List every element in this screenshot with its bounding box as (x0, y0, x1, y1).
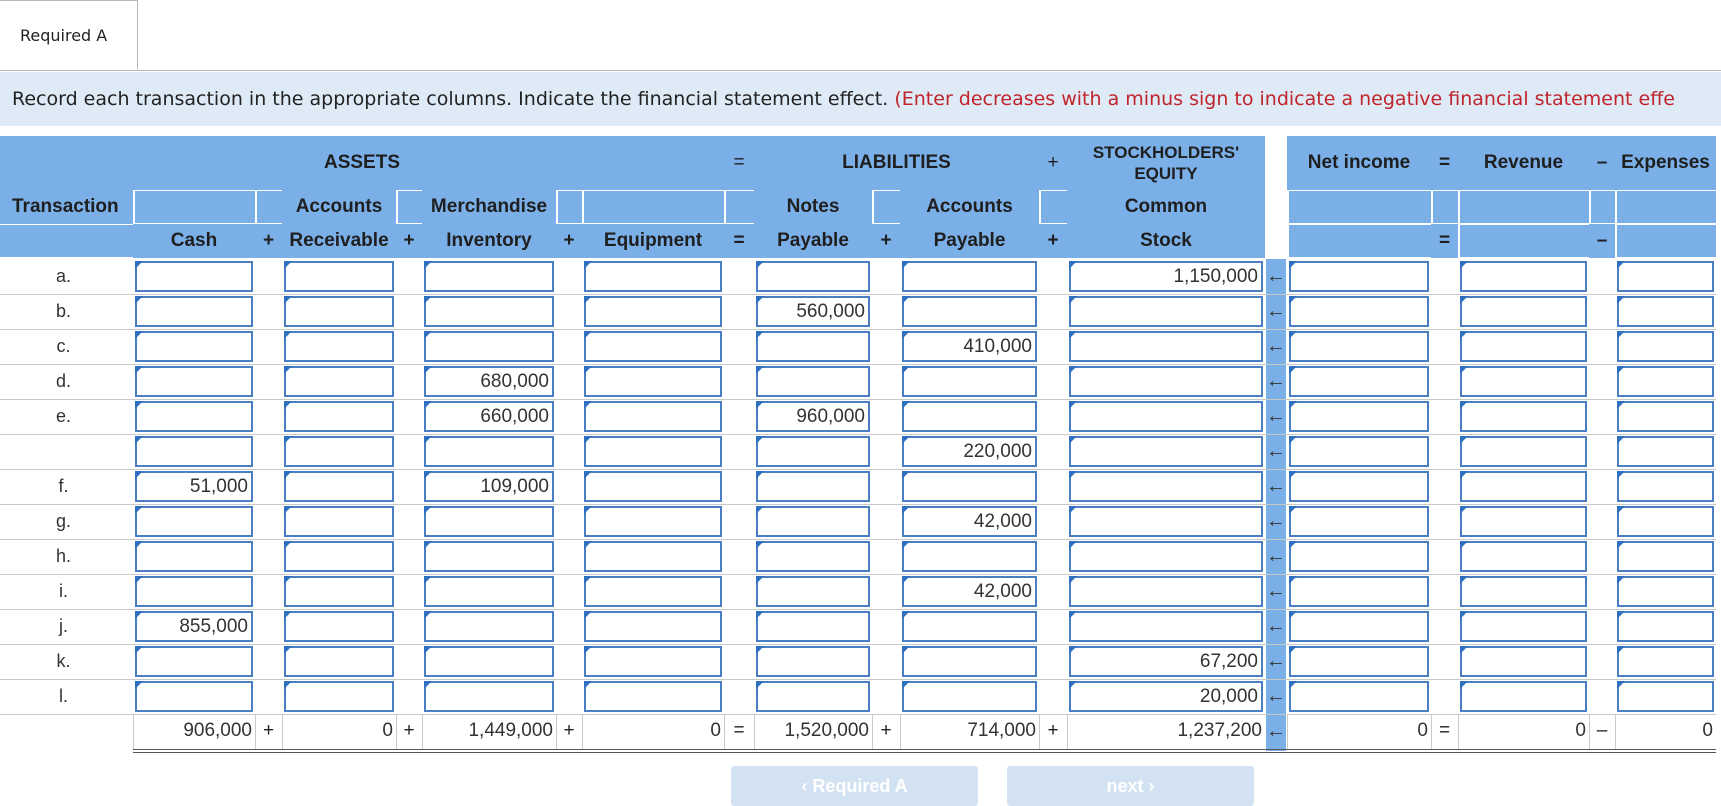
minus-sign-header: – (1589, 224, 1615, 258)
cs-input[interactable] (1069, 436, 1263, 467)
eq-input[interactable] (584, 471, 722, 502)
cash-header: Cash (133, 224, 255, 258)
row-label: h. (55, 546, 71, 566)
cash-input[interactable] (135, 296, 253, 327)
row-label: a. (55, 266, 71, 286)
exp-input[interactable] (1617, 681, 1714, 712)
cash-input[interactable]: 51,000 (135, 471, 253, 502)
exp-total: 0 (1702, 720, 1713, 741)
np-input[interactable] (756, 506, 870, 537)
tab-bar (0, 0, 1721, 71)
column-divider (582, 714, 583, 749)
cs-input[interactable]: 67,200 (1069, 646, 1263, 677)
cash-input[interactable]: 855,000 (135, 611, 253, 642)
np-input[interactable] (756, 611, 870, 642)
row-divider (0, 504, 1716, 505)
column-divider (724, 714, 725, 749)
header-cell (1433, 191, 1458, 223)
instruction-text: Record each transaction in the appropriate columns. Indicate the financial statement effect. (12, 88, 889, 110)
row-divider (0, 329, 1716, 330)
exp-input[interactable] (1617, 401, 1714, 432)
arrow-icon: ← (1266, 615, 1286, 637)
arrow-icon: ← (1266, 685, 1286, 707)
equals-sign: = (733, 720, 745, 741)
row-label: b. (55, 301, 71, 321)
equals-sign: = (1438, 720, 1451, 741)
exp-input[interactable] (1617, 646, 1714, 677)
ap-input[interactable] (902, 541, 1037, 572)
notes-payable-header-top: Notes (754, 190, 872, 224)
header-cell (558, 191, 582, 223)
ar-input[interactable] (284, 576, 394, 607)
exp-input[interactable] (1617, 506, 1714, 537)
np-input[interactable] (756, 576, 870, 607)
mi-input[interactable] (424, 436, 554, 467)
rev-input[interactable] (1460, 611, 1587, 642)
notes-payable-header-bottom: Payable (754, 224, 872, 258)
common-stock-header-bottom: Stock (1067, 224, 1265, 258)
ar-input[interactable] (284, 646, 394, 677)
header-cell (1591, 191, 1615, 223)
ap-input[interactable] (902, 681, 1037, 712)
plus-sign: + (563, 720, 575, 741)
row-divider (0, 679, 1716, 680)
header-cell (1289, 191, 1431, 223)
plus-sign-header: + (255, 224, 282, 258)
exp-input[interactable] (1617, 296, 1714, 327)
rev-input[interactable] (1460, 296, 1587, 327)
cs-input[interactable] (1069, 296, 1263, 327)
exp-input[interactable] (1617, 436, 1714, 467)
accounts-receivable-header-bottom: Receivable (282, 224, 396, 258)
arrow-icon: ← (1266, 720, 1286, 742)
np-input[interactable] (756, 331, 870, 362)
cs-input[interactable] (1069, 576, 1263, 607)
ar-input[interactable] (284, 611, 394, 642)
row-label: f. (58, 476, 69, 496)
cs-input[interactable] (1069, 366, 1263, 397)
ni-input[interactable] (1289, 611, 1429, 642)
mi-input[interactable] (424, 296, 554, 327)
revenue-header: Revenue (1458, 136, 1589, 190)
mi-input[interactable] (424, 576, 554, 607)
ni-input[interactable] (1289, 646, 1429, 677)
minus-sign: – (1596, 720, 1608, 741)
cash-input[interactable] (135, 331, 253, 362)
ap-input[interactable]: 42,000 (902, 506, 1037, 537)
arrow-icon: ← (1266, 300, 1286, 322)
rev-input[interactable] (1460, 576, 1587, 607)
eq-input[interactable] (584, 401, 722, 432)
ni-input[interactable] (1289, 366, 1429, 397)
np-input[interactable] (756, 261, 870, 292)
header-cell (1460, 191, 1589, 223)
equals-sign-header: = (1431, 224, 1458, 258)
plus-sign-header: + (556, 224, 582, 258)
header-cell (1617, 225, 1716, 257)
ni-input[interactable] (1289, 506, 1429, 537)
expenses-header: Expenses (1615, 136, 1716, 190)
rev-input[interactable] (1460, 331, 1587, 362)
row-label: l. (59, 686, 68, 706)
eq-input[interactable] (584, 261, 722, 292)
accounts-payable-header-bottom: Payable (900, 224, 1039, 258)
ar-input[interactable] (284, 436, 394, 467)
header-cell (135, 191, 255, 223)
ar-input[interactable] (284, 366, 394, 397)
cash-input[interactable] (135, 506, 253, 537)
row-divider (0, 434, 1716, 435)
header-cell (1460, 225, 1589, 257)
row-divider (0, 469, 1716, 470)
cs-total: 1,237,200 (1177, 720, 1262, 741)
np-input[interactable] (756, 646, 870, 677)
row-label (0, 434, 133, 469)
merchandise-inventory-header-top: Merchandise (422, 190, 556, 224)
ap-input[interactable] (902, 611, 1037, 642)
arrow-icon: ← (1266, 370, 1286, 392)
next-button[interactable]: next › (1007, 766, 1254, 806)
cash-input[interactable] (135, 576, 253, 607)
column-divider (1589, 714, 1590, 749)
minus-sign-header: – (1589, 136, 1615, 190)
mi-total: 1,449,000 (468, 720, 553, 741)
ni-input[interactable] (1289, 471, 1429, 502)
header-cell (1289, 225, 1431, 257)
arrow-icon: ← (1266, 545, 1286, 567)
ni-input[interactable] (1289, 541, 1429, 572)
equals-sign-header: = (724, 136, 754, 190)
ap-input[interactable] (902, 401, 1037, 432)
exp-input[interactable] (1617, 261, 1714, 292)
np-input[interactable] (756, 436, 870, 467)
liabilities-header: LIABILITIES (754, 136, 1039, 190)
header-cell (1041, 191, 1067, 223)
header-cell (584, 191, 724, 223)
ni-input[interactable] (1289, 681, 1429, 712)
exp-input[interactable] (1617, 541, 1714, 572)
plus-sign-header: + (396, 224, 422, 258)
mi-input[interactable]: 660,000 (424, 401, 554, 432)
assets-header: ASSETS (0, 136, 724, 190)
ap-input[interactable]: 42,000 (902, 576, 1037, 607)
column-divider (900, 714, 901, 749)
eq-input[interactable] (584, 646, 722, 677)
mi-input[interactable] (424, 611, 554, 642)
ar-total: 0 (382, 720, 393, 741)
eq-input[interactable] (584, 576, 722, 607)
total-underline (133, 749, 1716, 750)
eq-input[interactable] (584, 331, 722, 362)
equipment-header: Equipment (582, 224, 724, 258)
cs-input[interactable]: 20,000 (1069, 681, 1263, 712)
mi-input[interactable]: 680,000 (424, 366, 554, 397)
cs-input[interactable] (1069, 471, 1263, 502)
plus-sign: + (880, 720, 892, 741)
row-label: g. (55, 511, 71, 531)
equals-sign-header: = (724, 224, 754, 258)
np-total: 1,520,000 (784, 720, 869, 741)
mi-input[interactable] (424, 331, 554, 362)
arrow-icon: ← (1266, 650, 1286, 672)
header-cell (874, 191, 900, 223)
transaction-header: Transaction (0, 190, 133, 224)
arrow-icon: ← (1266, 335, 1286, 357)
ar-input[interactable] (284, 296, 394, 327)
cash-input[interactable] (135, 261, 253, 292)
ar-input[interactable] (284, 401, 394, 432)
ap-input[interactable]: 410,000 (902, 331, 1037, 362)
instruction-banner (0, 72, 1721, 126)
column-divider (1039, 714, 1040, 749)
header-cell (1617, 191, 1716, 223)
prev-button[interactable]: ‹ Required A (731, 766, 978, 806)
cs-input[interactable]: 1,150,000 (1069, 261, 1263, 292)
plus-sign-header: + (1039, 224, 1067, 258)
instruction-note: (Enter decreases with a minus sign to indicate a negative financial statement effe (894, 88, 1675, 110)
column-divider (1431, 714, 1432, 749)
cs-input[interactable] (1069, 506, 1263, 537)
np-input[interactable] (756, 366, 870, 397)
np-input[interactable]: 560,000 (756, 296, 870, 327)
column-divider (255, 714, 256, 749)
rev-input[interactable] (1460, 646, 1587, 677)
exp-input[interactable] (1617, 576, 1714, 607)
ap-input[interactable] (902, 471, 1037, 502)
row-label: j. (59, 616, 68, 636)
cash-input[interactable] (135, 681, 253, 712)
equals-sign-header: = (1431, 136, 1458, 190)
column-divider (1615, 714, 1616, 749)
tab-required-a[interactable]: Required A (0, 0, 138, 70)
ni-input[interactable] (1289, 331, 1429, 362)
row-divider (0, 294, 1716, 295)
row-label: k. (56, 651, 71, 671)
exp-input[interactable] (1617, 611, 1714, 642)
plus-sign: + (1047, 720, 1059, 741)
rev-input[interactable] (1460, 471, 1587, 502)
header-cell (398, 191, 422, 223)
np-input[interactable] (756, 681, 870, 712)
column-divider (754, 714, 755, 749)
column-divider (1067, 714, 1068, 749)
plus-sign-header: + (872, 224, 900, 258)
rev-total: 0 (1575, 720, 1586, 741)
ar-input[interactable] (284, 331, 394, 362)
net-income-header: Net income (1287, 136, 1431, 190)
column-divider (396, 714, 397, 749)
header-cell (726, 191, 754, 223)
merchandise-inventory-header-bottom: Inventory (422, 224, 556, 258)
cash-input[interactable] (135, 646, 253, 677)
accounts-receivable-header-top: Accounts (282, 190, 396, 224)
np-input[interactable]: 960,000 (756, 401, 870, 432)
ar-input[interactable] (284, 506, 394, 537)
rev-input[interactable] (1460, 366, 1587, 397)
mi-input[interactable] (424, 506, 554, 537)
ap-input[interactable] (902, 646, 1037, 677)
column-divider (1287, 714, 1288, 749)
eq-input[interactable] (584, 611, 722, 642)
exp-input[interactable] (1617, 366, 1714, 397)
ni-total: 0 (1417, 720, 1428, 741)
ar-input[interactable] (284, 541, 394, 572)
np-input[interactable] (756, 541, 870, 572)
ap-input[interactable] (902, 261, 1037, 292)
cash-input[interactable] (135, 401, 253, 432)
ni-input[interactable] (1289, 401, 1429, 432)
cash-input[interactable] (135, 541, 253, 572)
cash-total: 906,000 (183, 720, 252, 741)
column-divider (1458, 714, 1459, 749)
row-label: e. (55, 406, 71, 426)
row-divider (0, 609, 1716, 610)
ap-input[interactable]: 220,000 (902, 436, 1037, 467)
cash-input[interactable] (135, 366, 253, 397)
arrow-icon: ← (1266, 265, 1286, 287)
ar-input[interactable] (284, 681, 394, 712)
row-label: c. (56, 336, 71, 356)
row-divider (0, 539, 1716, 540)
transaction-table (0, 136, 1721, 756)
eq-input[interactable] (584, 541, 722, 572)
ni-input[interactable] (1289, 576, 1429, 607)
rev-input[interactable] (1460, 261, 1587, 292)
ap-total: 714,000 (967, 720, 1036, 741)
row-divider (0, 644, 1716, 645)
cs-input[interactable] (1069, 401, 1263, 432)
eq-input[interactable] (584, 506, 722, 537)
column-divider (133, 714, 134, 749)
ni-input[interactable] (1289, 436, 1429, 467)
ar-input[interactable] (284, 471, 394, 502)
arrow-icon: ← (1266, 440, 1286, 462)
mi-input[interactable] (424, 646, 554, 677)
eq-input[interactable] (584, 296, 722, 327)
column-divider (556, 714, 557, 749)
rev-input[interactable] (1460, 541, 1587, 572)
row-label: i. (59, 581, 68, 601)
row-label: d. (55, 371, 71, 391)
plus-sign: + (403, 720, 415, 741)
rev-input[interactable] (1460, 401, 1587, 432)
ar-input[interactable] (284, 261, 394, 292)
row-divider (0, 364, 1716, 365)
header-cell (0, 225, 133, 257)
cs-input[interactable] (1069, 541, 1263, 572)
arrow-icon: ← (1266, 405, 1286, 427)
cs-input[interactable] (1069, 611, 1263, 642)
exp-input[interactable] (1617, 331, 1714, 362)
mi-input[interactable] (424, 541, 554, 572)
ni-input[interactable] (1289, 296, 1429, 327)
mi-input[interactable]: 109,000 (424, 471, 554, 502)
exp-input[interactable] (1617, 471, 1714, 502)
common-stock-header-top: Common (1067, 190, 1265, 224)
total-underline (133, 752, 1716, 753)
cash-input[interactable] (135, 436, 253, 467)
arrow-icon: ← (1266, 510, 1286, 532)
column-divider (872, 714, 873, 749)
eq-input[interactable] (584, 436, 722, 467)
row-divider (0, 574, 1716, 575)
plus-sign: + (262, 720, 275, 741)
stockholders-equity-header: STOCKHOLDERS' EQUITY (1067, 136, 1265, 190)
header-cell (257, 191, 282, 223)
plus-sign-header: + (1039, 136, 1067, 190)
ap-input[interactable] (902, 296, 1037, 327)
ap-input[interactable] (902, 366, 1037, 397)
arrow-icon: ← (1266, 475, 1286, 497)
row-divider (0, 399, 1716, 400)
cs-input[interactable] (1069, 331, 1263, 362)
mi-input[interactable] (424, 681, 554, 712)
np-input[interactable] (756, 471, 870, 502)
column-divider (422, 714, 423, 749)
accounts-payable-header-top: Accounts (900, 190, 1039, 224)
rev-input[interactable] (1460, 506, 1587, 537)
arrow-icon: ← (1266, 580, 1286, 602)
eq-total: 0 (710, 720, 721, 741)
eq-input[interactable] (584, 366, 722, 397)
mi-input[interactable] (424, 261, 554, 292)
rev-input[interactable] (1460, 436, 1587, 467)
column-divider (282, 714, 283, 749)
eq-input[interactable] (584, 681, 722, 712)
rev-input[interactable] (1460, 681, 1587, 712)
ni-input[interactable] (1289, 261, 1429, 292)
